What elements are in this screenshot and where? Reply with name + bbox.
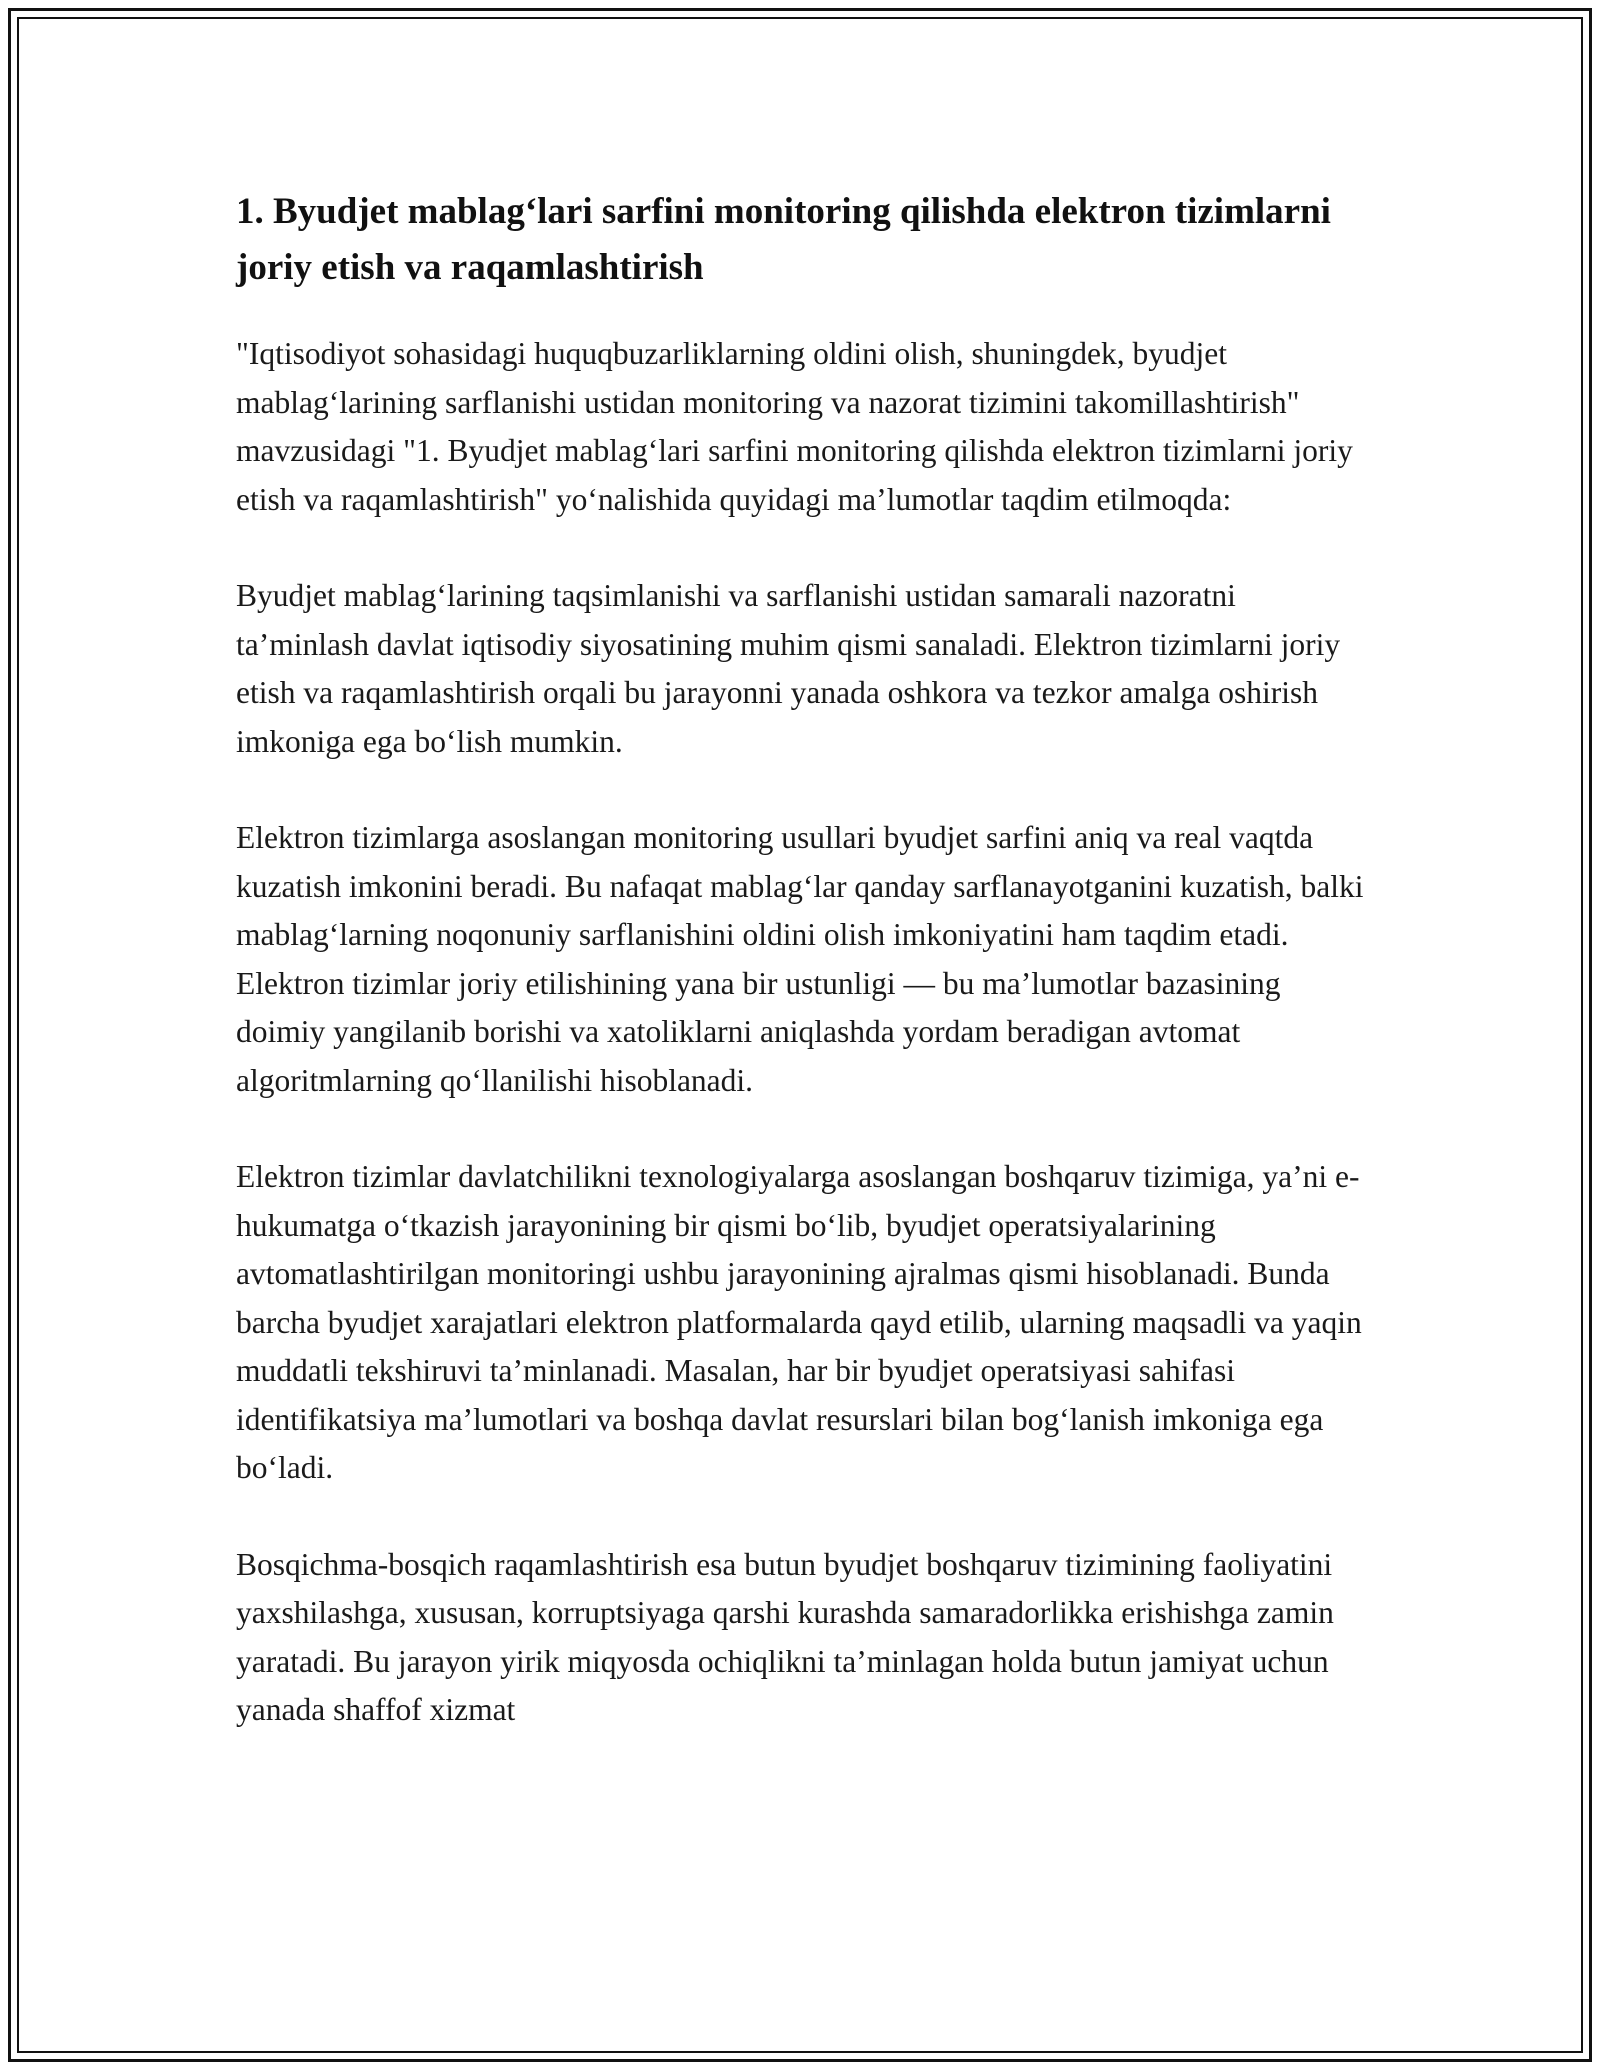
paragraph-e-government: Elektron tizimlar davlatchilikni texnologiyalarga asoslangan boshqaruv tizimiga, ya’ni e-hukumatga o‘tkazish jarayonining bir qismi bo‘lib, byudjet operatsiyalarining avtomatlashtirilgan monitoringi ushbu jarayonining ajralmas qismi hisoblanadi. Bunda barcha byudjet xarajatlari elektron platformalarda qayd etilib, ularning maqsadli va yaqin muddatli tekshiruvi ta’minlanadi. Masalan, har bir byudjet operatsiyasi sahifasi identifikatsiya ma’lumotlari va boshqa davlat resurslari bilan bog‘lanish imkoniga ega bo‘ladi. (236, 1159, 1362, 1485)
paragraph-budget-control: Byudjet mablag‘larining taqsimlanishi va sarflanishi ustidan samarali nazoratni ta’minlash davlat iqtisodiy siyosatining muhim qismi sanaladi. Elektron tizimlarni joriy etish va raqamlashtirish orqali bu jarayonni yanada oshkora va tezkor amalga oshirish imkoniga ega bo‘lish mumkin. (236, 578, 1341, 759)
paragraph-digitalization: Bosqichma-bosqich raqamlashtirish esa butun byudjet boshqaruv tizimining faoliyatini yaxshilashga, xususan, korruptsiyaga qarshi kurashda samaradorlikka erishishga zamin yaratadi. Bu jarayon yirik miqyosda ochiqlikni ta’minlagan holda butun jamiyat uchun yanada shaffof xizmat (236, 1546, 1334, 1727)
paragraph-intro: "Iqtisodiyot sohasidagi huquqbuzarliklarning oldini olish, shuningdek, byudjet mablag‘larining sarflanishi ustidan monitoring va nazorat tizimini takomillashtirish" mavzusidagi "1. Byudjet mablag‘lari sarfini monitoring qilishda elektron tizimlarni joriy etish va raqamlashtirish" yo‘nalishida quyidagi ma’lumotlar taqdim etilmoqda: (236, 336, 1353, 517)
paragraph-electronic-monitoring: Elektron tizimlarga asoslangan monitoring usullari byudjet sarfini aniq va real vaqtda kuzatish imkonini beradi. Bu nafaqat mablag‘lar qanday sarflanayotganini kuzatish, balki mablag‘larning noqonuniy sarflanishini oldini olish imkoniyatini ham taqdim etadi. Elektron tizimlar joriy etilishining yana bir ustunligi — bu ma’lumotlar bazasining doimiy yangilanib borishi va xatoliklarni aniqlashda yordam beradigan avtomat algoritmlarning qo‘llanilishi hisoblanadi. (236, 820, 1364, 1098)
document-body (236, 184, 1376, 1783)
document-title: 1. Byudjet mablag‘lari sarfini monitoring qilishda elektron tizimlarni joriy etish va raqamlashtirish (236, 191, 1331, 288)
